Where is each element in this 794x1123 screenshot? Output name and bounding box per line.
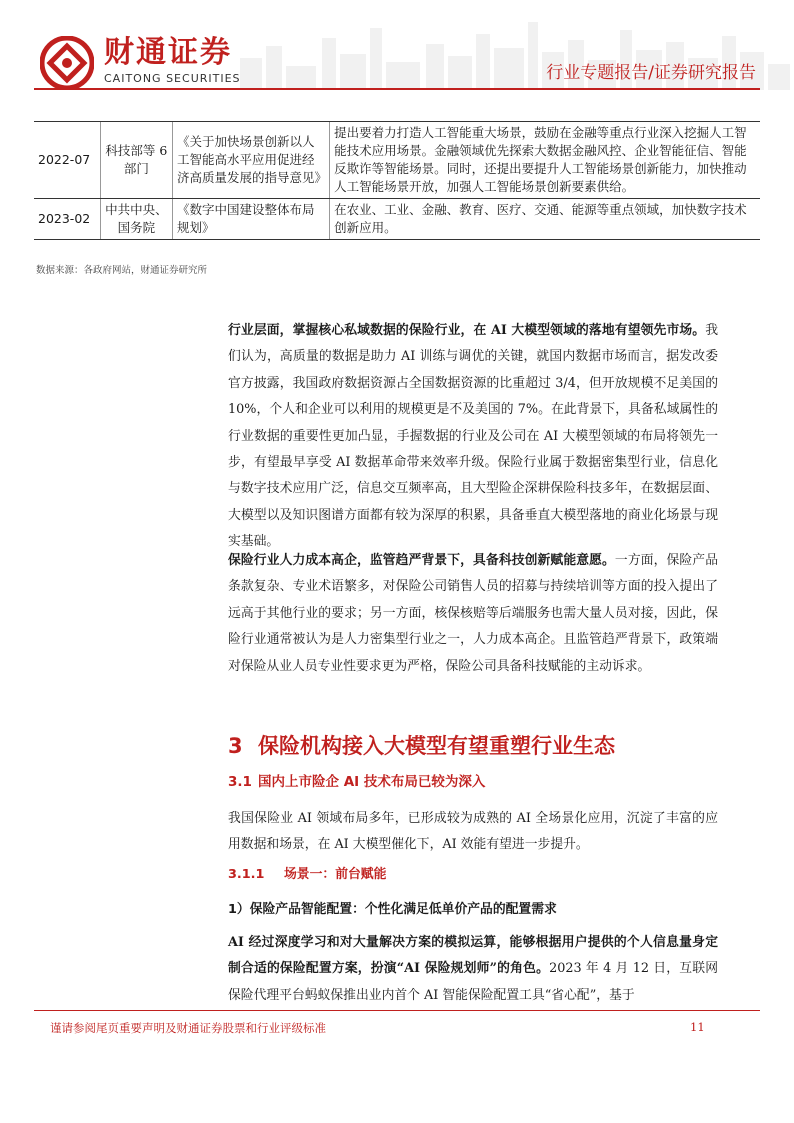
section-heading [228, 730, 615, 760]
policy-table [34, 121, 760, 240]
section-number: 3 [228, 734, 243, 758]
paragraph-labor-cost [228, 548, 718, 680]
item-heading: 1）保险产品智能配置：个性化满足低单价产品的配置需求 [228, 902, 557, 917]
section-title: 保险机构接入大模型有望重塑行业生态 [258, 734, 615, 758]
table-source-note: 数据来源：各政府网站，财通证券研究所 [36, 265, 208, 276]
paragraph-ai-planner [228, 930, 718, 1009]
paragraph-text: 我们认为，高质量的数据是助力 AI 训练与调优的关键，就国内数据市场而言，据发改委官方披露，我国政府数据资源占全国数据资源的比重超过 3/4，但开放规模不足美国的 10%，个人和企业可以利用的规模更是不及美国的 7%。在此背景下，具备私域属性的行业数据的重要性更加凸显，手握数据的行业及公司在 AI 大模型领域的布局将领先一步，有望最早享受 AI 数据革命带来效率升级。保险行业属于数据密集型行业，信息化与数字技术应用广泛，信息交互频率高，且大型险企深耕保险科技多年，在数据层面、大模型以及知识图谱方面都有较为深厚的积累，具备垂直大模型落地的商业化场景与现实基础。 [228, 323, 718, 550]
subsubsection-heading [228, 863, 386, 882]
paragraph-lead: AI 经过深度学习和对大量解决方案的模拟运算，能够根据用户提供的个人信息量身定制合适的保险配置方案，扮演“AI 保险规划师”的角色。 [228, 935, 718, 977]
brand-name-en: CAITONG SECURITIES [104, 72, 241, 85]
header-divider [34, 88, 760, 90]
table-cell-date: 2022-07 [34, 122, 100, 199]
table-cell-dept: 中共中央、国务院 [100, 199, 172, 240]
paragraph-text: 我国保险业 AI 领域布局多年，已形成较为成熟的 AI 全场景化应用，沉淀了丰富的应用数据和场景，在 AI 大模型催化下，AI 效能有望进一步提升。 [228, 811, 718, 853]
report-type: 行业专题报告/证券研究报告 [546, 63, 756, 83]
paragraph-text: 2023 年 4 月 12 日，互联网保险代理平台蚂蚁保推出业内首个 AI 智能保险配置工具“省心配”，基于 [228, 961, 719, 1003]
paragraph-ai-layout [228, 806, 718, 859]
page-header [0, 0, 794, 118]
table-cell-content: 提出要着力打造人工智能重大场景，鼓励在金融等重点行业深入挖掘人工智能技术应用场景。金融领域优先探索大数据金融风控、企业智能征信、智能反欺诈等智能场景。同时，还提出要提升人工智能场景创新能力，加快推动人工智能场景开放，加强人工智能场景创新要素供给。 [330, 122, 760, 199]
paragraph-industry-level [228, 318, 718, 556]
table-row [34, 199, 760, 240]
footer-divider [34, 1010, 760, 1011]
subsection-number: 3.1 [228, 774, 252, 790]
page-number: 11 [690, 1020, 705, 1034]
footer-disclaimer: 谨请参阅尾页重要声明及财通证券股票和行业评级标准 [50, 1021, 326, 1035]
paragraph-text: 一方面，保险产品条款复杂、专业术语繁多，对保险公司销售人员的招募与持续培训等方面的投入提出了远高于其他行业的要求；另一方面，核保核赔等后端服务也需大量人员对接，因此，保险行业通常被认为是人力密集型行业之一，人力成本高企。且监管趋严背景下，政策端对保险从业人员专业性要求更为严格，保险公司具备科技赋能的主动诉求。 [228, 553, 719, 674]
table-cell-date: 2023-02 [34, 199, 100, 240]
paragraph-lead: 保险行业人力成本高企，监管趋严背景下，具备科技创新赋能意愿。 [228, 553, 615, 568]
table-cell-dept: 科技部等 6 部门 [100, 122, 172, 199]
table-cell-content: 在农业、工业、金融、教育、医疗、交通、能源等重点领域，加快数字技术创新应用。 [330, 199, 760, 240]
brand [104, 36, 241, 85]
subsection-title: 国内上市险企 AI 技术布局已较为深入 [258, 774, 486, 790]
subsection-heading [228, 770, 485, 790]
table-row [34, 122, 760, 199]
table-cell-policy-name: 《数字中国建设整体布局规划》 [173, 199, 330, 240]
paragraph-lead: 行业层面，掌握核心私域数据的保险行业，在 AI 大模型领域的落地有望领先市场。 [228, 323, 706, 338]
table-cell-policy-name: 《关于加快场景创新以人工智能高水平应用促进经济高质量发展的指导意见》 [173, 122, 330, 199]
brand-name-cn: 财通证券 [104, 35, 232, 70]
subsubsection-title: 场景一：前台赋能 [284, 867, 387, 882]
subsubsection-number: 3.1.1 [228, 867, 265, 882]
caitong-logo-icon [40, 36, 94, 90]
